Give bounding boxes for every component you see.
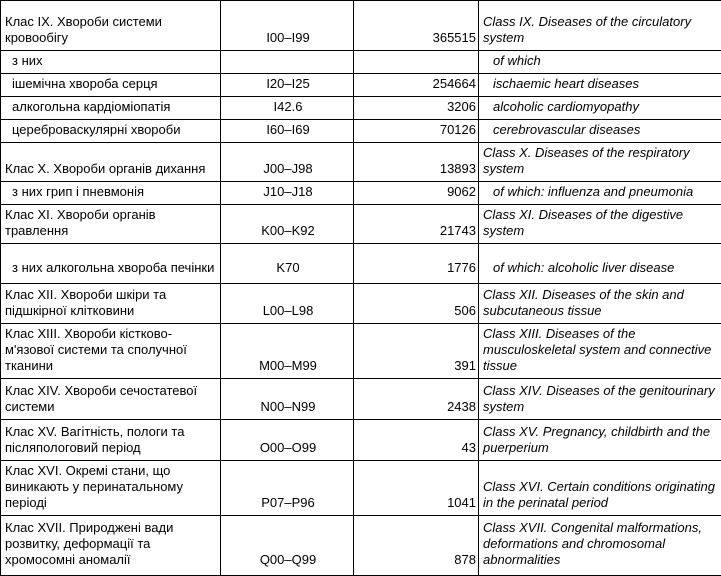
cell-icd-code: J00–J98 (221, 143, 354, 182)
cell-icd-code: Q00–Q99 (221, 516, 354, 576)
cell-count: 21743 (354, 205, 479, 244)
cell-count: 365515 (354, 1, 479, 51)
cell-disease-name-uk: цереброваскулярні хвороби (1, 120, 221, 143)
table-row (1, 284, 721, 324)
cell-count (354, 51, 479, 74)
cell-icd-code: K70 (221, 244, 354, 284)
cell-count: 9062 (354, 182, 479, 205)
cell-disease-name-uk: Клас XVI. Окремі стани, що виникають у перинатальному періоді (1, 461, 221, 516)
cell-disease-name-en: of which: alcoholic liver disease (479, 244, 721, 284)
cell-disease-name-en: Class XII. Diseases of the skin and subcutaneous tissue (479, 284, 721, 324)
table-row (1, 516, 721, 576)
cell-count: 70126 (354, 120, 479, 143)
table-row (1, 51, 721, 74)
cell-icd-code: I60–I69 (221, 120, 354, 143)
cell-icd-code: O00–O99 (221, 420, 354, 461)
cell-disease-name-uk: Клас XV. Вагітність, пологи та післяпологовий період (1, 420, 221, 461)
cell-count: 1776 (354, 244, 479, 284)
cell-count: 506 (354, 284, 479, 324)
cell-disease-name-en: alcoholic cardiomyopathy (479, 97, 721, 120)
cell-disease-name-uk: ішемічна хвороба серця (1, 74, 221, 97)
cell-disease-name-en: cerebrovascular diseases (479, 120, 721, 143)
cell-icd-code: K00–K92 (221, 205, 354, 244)
cell-disease-name-uk: з них алкогольна хвороба печінки (1, 244, 221, 284)
cell-disease-name-en: Class XIII. Diseases of the musculoskeletal system and connective tissue (479, 324, 721, 379)
cell-count: 878 (354, 516, 479, 576)
cell-disease-name-uk: Клас XIII. Хвороби кістково-м'язової системи та сполучної тканини (1, 324, 221, 379)
cell-disease-name-uk: Клас X. Хвороби органів дихання (1, 143, 221, 182)
table-row (1, 379, 721, 420)
cell-count: 3206 (354, 97, 479, 120)
table-row (1, 420, 721, 461)
cell-count: 391 (354, 324, 479, 379)
table-row (1, 324, 721, 379)
cell-disease-name-uk: з них грип і пневмонія (1, 182, 221, 205)
cell-disease-name-en: of which: influenza and pneumonia (479, 182, 721, 205)
cell-icd-code: M00–M99 (221, 324, 354, 379)
cell-disease-name-en: Class XIV. Diseases of the genitourinary system (479, 379, 721, 420)
table-row (1, 120, 721, 143)
cell-icd-code: I20–I25 (221, 74, 354, 97)
cell-count: 2438 (354, 379, 479, 420)
cell-disease-name-en: Class X. Diseases of the respiratory system (479, 143, 721, 182)
table-row (1, 461, 721, 516)
cell-disease-name-en: of which (479, 51, 721, 74)
cell-disease-name-en: Class XVI. Certain conditions originating in the perinatal period (479, 461, 721, 516)
cell-icd-code: J10–J18 (221, 182, 354, 205)
table-row (1, 1, 721, 51)
cell-disease-name-uk: Клас XII. Хвороби шкіри та підшкірної клітковини (1, 284, 221, 324)
cell-disease-name-en: Class XV. Pregnancy, childbirth and the puerperium (479, 420, 721, 461)
cell-count: 43 (354, 420, 479, 461)
cell-icd-code: N00–N99 (221, 379, 354, 420)
cell-disease-name-en: Class XI. Diseases of the digestive system (479, 205, 721, 244)
cell-disease-name-uk: з них (1, 51, 221, 74)
cell-icd-code: P07–P96 (221, 461, 354, 516)
cell-disease-name-uk: Клас XI. Хвороби органів травлення (1, 205, 221, 244)
cell-disease-name-en: Class XVII. Congenital malformations, deformations and chromosomal abnormalities (479, 516, 721, 576)
cell-disease-name-uk: Клас XIV. Хвороби сечостатевої системи (1, 379, 221, 420)
cell-disease-name-en: ischaemic heart diseases (479, 74, 721, 97)
cell-count: 254664 (354, 74, 479, 97)
cell-icd-code: I42.6 (221, 97, 354, 120)
cell-disease-name-uk: Клас XVII. Природжені вади розвитку, деформації та хромосомні аномалії (1, 516, 221, 576)
cell-icd-code: L00–L98 (221, 284, 354, 324)
cell-icd-code (221, 51, 354, 74)
table-row (1, 182, 721, 205)
cell-disease-name-en: Class IX. Diseases of the circulatory system (479, 1, 721, 51)
table-row (1, 97, 721, 120)
table-row (1, 205, 721, 244)
cell-disease-name-uk: алкогольна кардіоміопатія (1, 97, 221, 120)
table-row (1, 74, 721, 97)
cell-count: 13893 (354, 143, 479, 182)
cell-icd-code: I00–I99 (221, 1, 354, 51)
table-row (1, 143, 721, 182)
table-row (1, 244, 721, 284)
cell-count: 1041 (354, 461, 479, 516)
cell-disease-name-uk: Клас IX. Хвороби системи кровообігу (1, 1, 221, 51)
